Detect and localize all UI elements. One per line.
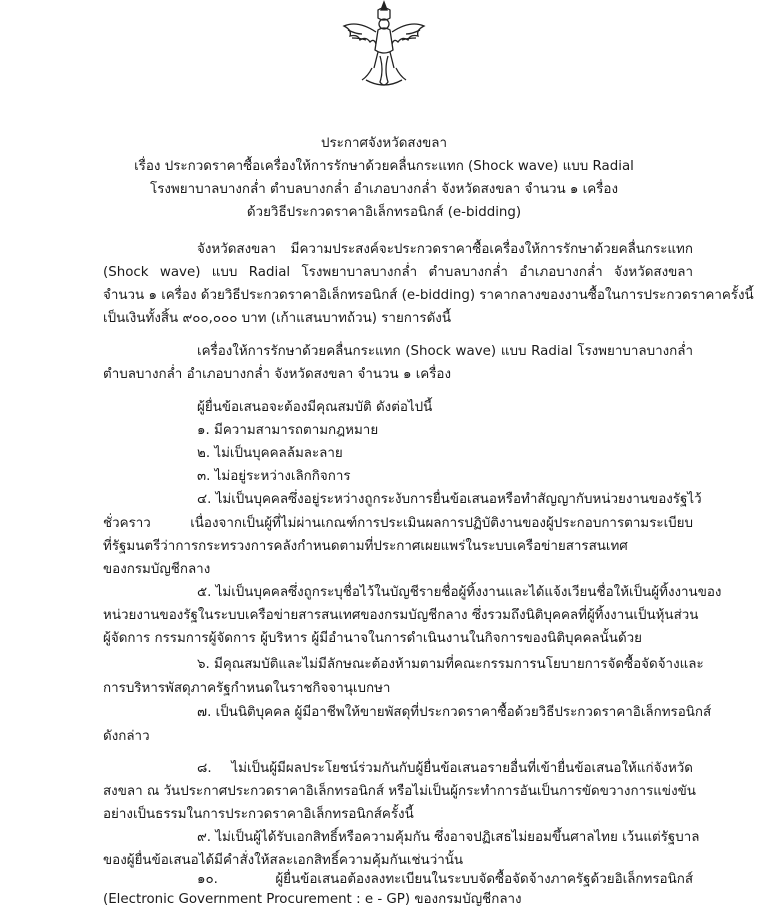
- announcement-title: ประกาศจังหวัดสงขลา: [320, 136, 448, 151]
- announcement-location: โรงพยาบาลบางกล่ำ ตำบลบางกล่ำ อำเภอบางกล่ำ จังหวัดสงขลา จำนวน ๑ เครื่อง: [150, 182, 618, 197]
- qualification-8-line-3: อย่างเป็นธรรมในการประกวดราคาอิเล็กทรอนิกส์ครั้งนี้: [103, 807, 414, 822]
- qualification-7-line-2: ดังกล่าว: [103, 729, 150, 744]
- qualification-10-line-2: (Electronic Government Procurement : e - GP) ของกรมบัญชีกลาง: [103, 892, 522, 907]
- qualification-2: ๒. ไม่เป็นบุคคลล้มละลาย: [197, 446, 343, 461]
- intro-line-1: จังหวัดสงขลา มีความประสงค์จะประกวดราคาซื้อเครื่องให้การรักษาด้วยคลื่นกระแทก: [197, 242, 693, 257]
- item-line-1: เครื่องให้การรักษาด้วยคลื่นกระแทก (Shock wave) แบบ Radial โรงพยาบาลบางกล่ำ: [197, 344, 693, 359]
- announcement-subject: เรื่อง ประกวดราคาซื้อเครื่องให้การรักษาด้วยคลื่นกระแทก (Shock wave) แบบ Radial: [134, 159, 634, 174]
- intro-line-2: (Shock wave) แบบ Radial โรงพยาบาลบางกล่ำ ตำบลบางกล่ำ อำเภอบางกล่ำ จังหวัดสงขลา: [103, 265, 693, 280]
- announcement-header: [0, 132, 768, 224]
- qualification-5-line-1: ๕. ไม่เป็นบุคคลซึ่งถูกระบุชื่อไว้ในบัญชีรายชื่อผู้ทิ้งงานและได้แจ้งเวียนชื่อให้เป็นผู้ทิ้งงานของ: [197, 585, 722, 600]
- intro-line-3: จำนวน ๑ เครื่อง ด้วยวิธีประกวดราคาอิเล็กทรอนิกส์ (e-bidding) ราคากลางของงานซื้อในการประกวดราคาครั้งนี้: [103, 288, 754, 303]
- qualification-10-line-1: ๑๐. ผู้ยื่นข้อเสนอต้องลงทะเบียนในระบบจัดซื้อจัดจ้างภาครัฐด้วยอิเล็กทรอนิกส์: [197, 872, 693, 887]
- qualification-9-line-1: ๙. ไม่เป็นผู้ได้รับเอกสิทธิ์หรือความคุ้มกัน ซึ่งอาจปฏิเสธไม่ยอมขึ้นศาลไทย เว้นแต่รัฐบาล: [197, 830, 700, 845]
- intro-line-4: เป็นเงินทั้งสิ้น ๙๐๐,๐๐๐ บาท (เก้าแสนบาทถ้วน) รายการดังนี้: [103, 311, 451, 326]
- qualification-9-line-2: ของผู้ยื่นข้อเสนอได้มีคำสั่งให้สละเอกสิทธิ์ความคุ้มกันเช่นว่านั้น: [103, 853, 464, 868]
- qualification-5-line-2: หน่วยงานของรัฐในระบบเครือข่ายสารสนเทศของกรมบัญชีกลาง ซึ่งรวมถึงนิติบุคคลที่ผู้ทิ้งงานเป็นหุ้นส่วน: [103, 608, 699, 623]
- qualification-8-line-2: สงขลา ณ วันประกาศประกวดราคาอิเล็กทรอนิกส์ หรือไม่เป็นผู้กระทำการอันเป็นการขัดขวางการแข่งขัน: [103, 784, 696, 799]
- qualification-4-line-4: ของกรมบัญชีกลาง: [103, 562, 211, 577]
- qualification-4-line-1: ๔. ไม่เป็นบุคคลซึ่งอยู่ระหว่างถูกระงับการยื่นข้อเสนอหรือทำสัญญากับหน่วยงานของรัฐไว้: [197, 492, 702, 507]
- item-line-2: ตำบลบางกล่ำ อำเภอบางกล่ำ จังหวัดสงขลา จำนวน ๑ เครื่อง: [103, 367, 452, 382]
- qualification-5-line-3: ผู้จัดการ กรรมการผู้จัดการ ผู้บริหาร ผู้มีอำนาจในการดำเนินงานในกิจการของนิติบุคคลนั้นด้วย: [103, 631, 643, 646]
- qualification-1: ๑. มีความสามารถตามกฎหมาย: [197, 423, 379, 438]
- qualification-4-line-2: ชั่วคราว เนื่องจากเป็นผู้ที่ไม่ผ่านเกณฑ์การประเมินผลการปฏิบัติงานของผู้ประกอบการตามระเบียบ: [103, 516, 693, 531]
- qualification-4-line-3: ที่รัฐมนตรีว่าการกระทรวงการคลังกำหนดตามที่ประกาศเผยแพร่ในระบบเครือข่ายสารสนเทศ: [103, 539, 628, 554]
- qualification-7-line-1: ๗. เป็นนิติบุคคล ผู้มีอาชีพให้ขายพัสดุที่ประกวดราคาซื้อด้วยวิธีประกวดราคาอิเล็กทรอนิกส์: [197, 705, 712, 720]
- qualifications-intro: ผู้ยื่นข้อเสนอจะต้องมีคุณสมบัติ ดังต่อไปนี้: [197, 400, 433, 415]
- qualification-6-line-1: ๖. มีคุณสมบัติและไม่มีลักษณะต้องห้ามตามที่คณะกรรมการนโยบายการจัดซื้อจัดจ้างและ: [197, 657, 704, 672]
- qualification-6-line-2: การบริหารพัสดุภาครัฐกำหนดในราชกิจจานุเบกษา: [103, 681, 391, 696]
- qualification-3: ๓. ไม่อยู่ระหว่างเลิกกิจการ: [197, 469, 351, 484]
- garuda-emblem-icon: [338, 0, 430, 92]
- announcement-method: ด้วยวิธีประกวดราคาอิเล็กทรอนิกส์ (e-bidding): [246, 205, 522, 220]
- qualification-8-line-1: ๘. ไม่เป็นผู้มีผลประโยชน์ร่วมกันกับผู้ยื่นข้อเสนอรายอื่นที่เข้ายื่นข้อเสนอให้แก่จังหวัด: [197, 761, 693, 776]
